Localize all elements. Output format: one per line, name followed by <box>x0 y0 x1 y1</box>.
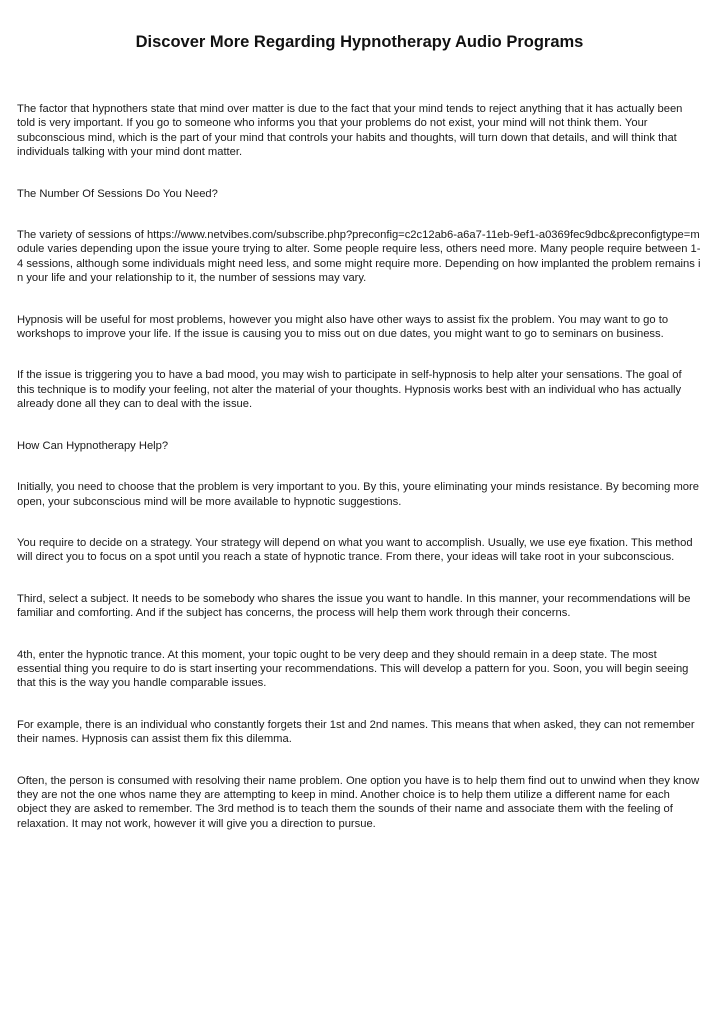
document-body <box>17 102 702 831</box>
paragraph-useful: Hypnosis will be useful for most problems, however you might also have other ways to assist fix the problem. You may want to go to workshops to improve your life. If the issue is causing you to miss out on due dates, you might want to go to seminars on business. <box>17 313 669 341</box>
paragraph-third: Third, select a subject. It needs to be somebody who shares the issue you want to handle. In this manner, your recommendations will be familiar and comforting. And if the subject has concerns, the process will help them work through their concerns. <box>17 592 691 620</box>
paragraph-mood: If the issue is triggering you to have a bad mood, you may wish to participate in self-hypnosis to help alter your sensations. The goal of this technique is to modify your feeling, not alter the material of your thoughts. Hypnosis works best with an individual who has actually already done all they can to deal with the issue. <box>17 369 682 411</box>
section-heading-sessions: The Number Of Sessions Do You Need? <box>17 187 218 200</box>
paragraph-sessions: The variety of sessions of https://www.netvibes.com/subscribe.php?preconfig=c2c12ab6-a6a7-11eb-9ef1-a0369fec9dbc&preconfigtype=module varies depending upon the issue youre trying to alter. Some people require less, others need more. Many people require between 1-4 sessions, although some individuals might need less, and some might require more. Depending on how implanted the problem remains in your life and your relationship to it, the number of sessions may vary. <box>17 229 701 285</box>
paragraph-fourth: 4th, enter the hypnotic trance. At this moment, your topic ought to be very deep and they should remain in a deep state. The most essential thing you require to do is start inserting your recommendations. This will develop a pattern for you. Soon, you will begin seeing that this is the way you handle comparable issues. <box>17 648 689 690</box>
paragraph-strategy: You require to decide on a strategy. Your strategy will depend on what you want to accomplish. Usually, we use eye fixation. This method will direct you to focus on a spot until you reach a state of hypnotic trance. From there, your ideas will take root in your subconscious. <box>17 536 693 564</box>
page-title: Discover More Regarding Hypnotherapy Audio Programs <box>135 33 584 51</box>
paragraph-initially: Initially, you need to choose that the problem is very important to you. By this, youre eliminating your minds resistance. By becoming more open, your subconscious mind will be more available to hypnotic suggestions. <box>17 481 699 508</box>
paragraph-intro: The factor that hypnothers state that mind over matter is due to the fact that your mind tends to reject anything that it has actually been told is very important. If you go to someone who informs you that your problems do not exist, your mind will not think them. Your subconscious mind, which is the part of your mind that controls your habits and thoughts, will turn down that details, and will think that individuals talking with your mind dont matter. <box>17 103 683 159</box>
paragraph-often: Often, the person is consumed with resolving their name problem. One option you have is to help them find out to unwind when they know they are not the one whos name they are attempting to keep in mind. Another choice is to help them utilize a different name for each object they are asked to remember. The 3rd method is to teach them the sounds of their name and associate them with the feeling of relaxation. It may not work, however it will give you a direction to pursue. <box>17 774 700 830</box>
section-heading-help: How Can Hypnotherapy Help? <box>17 439 169 452</box>
paragraph-example: For example, there is an individual who constantly forgets their 1st and 2nd names. This means that when asked, they can not remember their names. Hypnosis can assist them fix this dilemma. <box>17 718 695 746</box>
